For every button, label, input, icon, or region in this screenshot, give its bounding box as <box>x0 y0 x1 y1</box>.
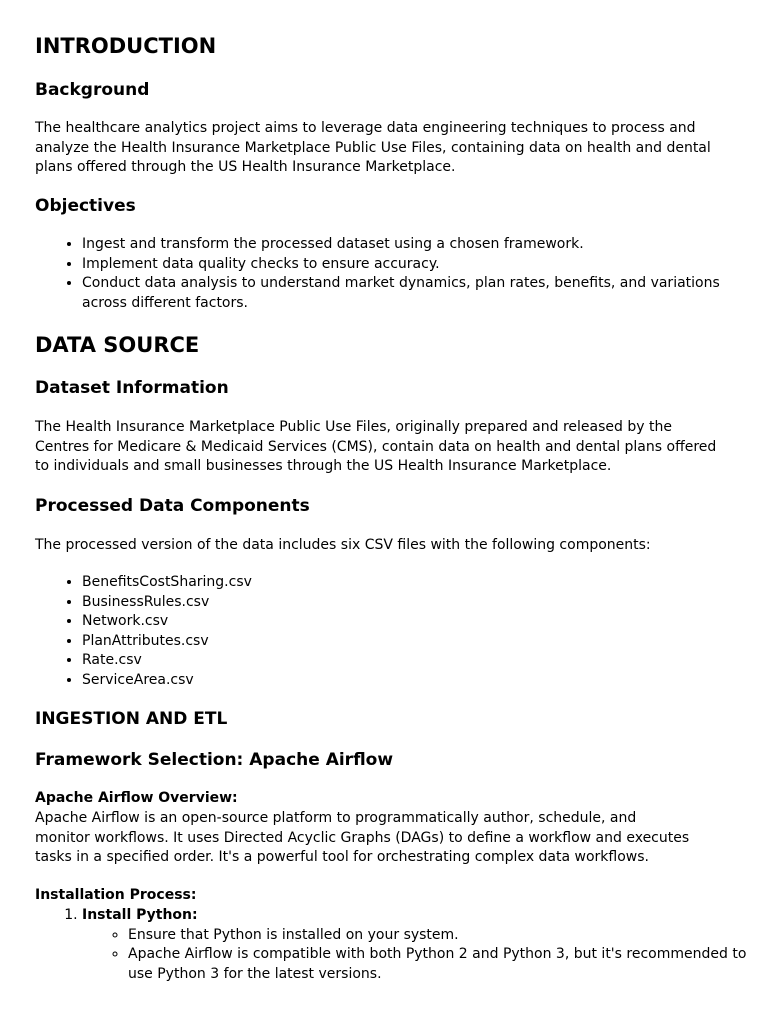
list-item: • BusinessRules.csv <box>82 593 682 613</box>
list-item: • Network.csv <box>82 612 682 632</box>
airflow-overview-label: Apache Airflow Overview: <box>35 790 238 806</box>
introduction-heading: INTRODUCTION <box>35 34 217 58</box>
list-item: • Implement data quality checks to ensure accuracy. <box>82 255 742 275</box>
installation-process-label: Installation Process: <box>35 887 197 903</box>
installation-step <box>82 906 768 984</box>
background-heading: Background <box>35 80 150 100</box>
list-item: • Conduct data analysis to understand market dynamics, plan rates, benefits, and variations across different factors. <box>82 274 742 313</box>
list-item: • BenefitsCostSharing.csv <box>82 573 682 593</box>
list-item: • ServiceArea.csv <box>82 671 682 691</box>
components-intro-paragraph: The processed version of the data includes six CSV files with the following components: <box>35 537 651 553</box>
installation-steps-list <box>35 906 768 984</box>
objectives-list <box>35 235 742 313</box>
list-item: ◦ Ensure that Python is installed on your system. <box>128 926 768 946</box>
list-item: ◦ Apache Airflow is compatible with both Python 2 and Python 3, but it's recommended to use Python 3 for the latest versions. <box>128 945 768 984</box>
list-item: • PlanAttributes.csv <box>82 632 682 652</box>
data-source-heading: DATA SOURCE <box>35 333 200 357</box>
framework-selection-heading: Framework Selection: Apache Airflow <box>35 750 394 770</box>
dataset-information-heading: Dataset Information <box>35 378 229 398</box>
step-bullets <box>82 926 768 985</box>
list-item: • Ingest and transform the processed dataset using a chosen framework. <box>82 235 742 255</box>
dataset-information-paragraph: The Health Insurance Marketplace Public Use Files, originally prepared and released by the Centres for Medicare & Medicaid Services (CMS), contain data on health and dental plans offered to individuals and small businesses through the US Health Insurance Marketplace. <box>35 419 717 474</box>
processed-data-components-heading: Processed Data Components <box>35 496 310 516</box>
step-title: Install Python: <box>82 907 198 923</box>
csv-files-list <box>35 573 682 690</box>
list-item: • Rate.csv <box>82 651 682 671</box>
ingestion-heading: INGESTION AND ETL <box>35 709 228 729</box>
background-paragraph: The healthcare analytics project aims to leverage data engineering techniques to process and analyze the Health Insurance Marketplace Public Use Files, containing data on health and dental plans offered through the US Health Insurance Marketplace. <box>35 120 711 175</box>
objectives-heading: Objectives <box>35 196 136 216</box>
airflow-overview-paragraph: Apache Airflow is an open-source platform to programmatically author, schedule, and monitor workflows. It uses Directed Acyclic Graphs (DAGs) to define a workflow and executes tasks in a specified order. It's a powerful tool for orchestrating complex data workflows. <box>35 810 690 865</box>
